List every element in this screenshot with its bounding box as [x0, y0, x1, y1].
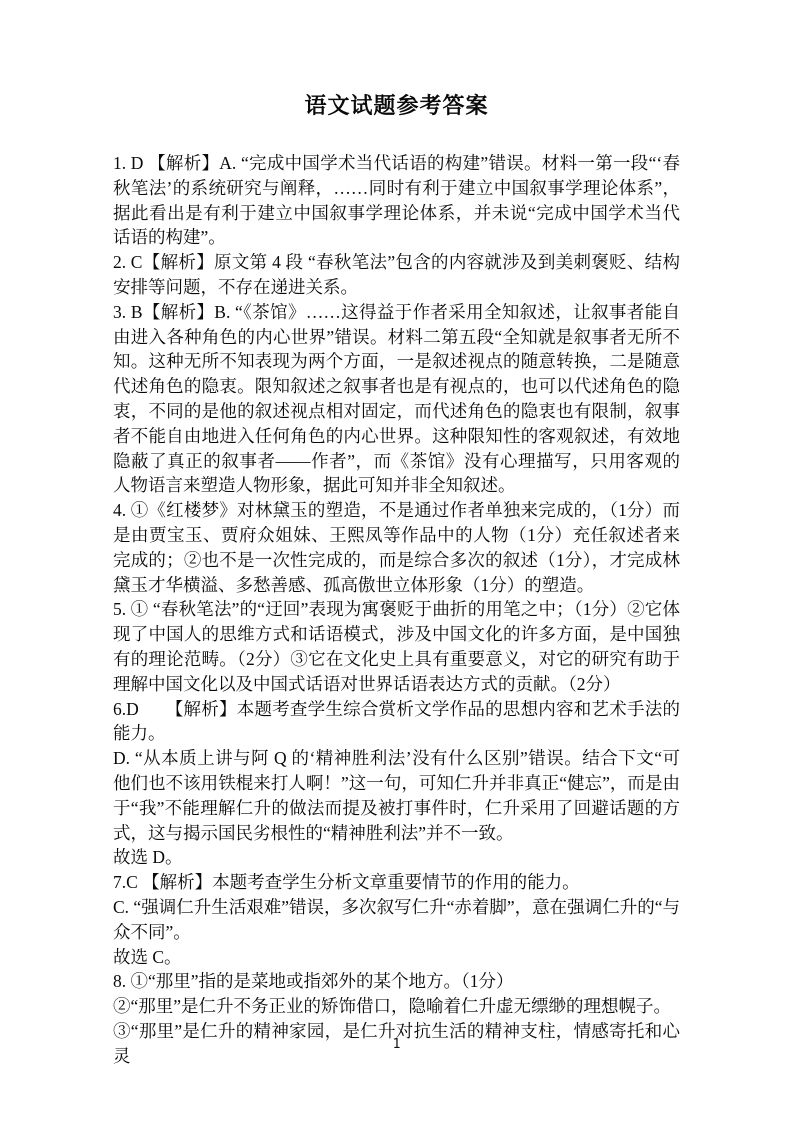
page-title: 语文试题参考答案: [304, 93, 489, 118]
answer-paragraph: 3. B【解析】B. “《茶馆》……这得益于作者采用全知叙述，让叙事者能自由进入各种角色的内心世界”错误。材料二第五段“全知就是叙事者无所不知。这种无所不知表现为两个方面，一是叙述视点的随意转换，二是随意代述角色的隐衷。限知叙述之叙事者也是有视点的，也可以代述角色的隐衷，不同的是他的叙述视点相对固定，而代述角色的隐衷也有限制，叙事者不能自由地进入任何角色的内心世界。这种限知性的客观叙述，有效地隐蔽了真正的叙事者——作者”，而《茶馆》没有心理描写，只用客观的人物语言来塑造人物形象，据此可知并非全知叙述。: [113, 301, 680, 496]
answer-paragraph: 8. ①“那里”指的是菜地或指郊外的某个地方。（1分）: [113, 971, 514, 992]
answer-paragraph: 6.D 【解析】本题考查学生综合赏析文学作品的思想内容和艺术手法的能力。: [113, 698, 680, 744]
answer-paragraph: ②“那里”是仁升不务正业的矫饰借口，隐喻着仁升虚无缥缈的理想幌子。: [113, 996, 672, 1017]
answer-paragraph: 4. ①《红楼梦》对林黛玉的塑造，不是通过作者单独来完成的，（1分）而是由贾宝玉、贾府众姐妹、王熙凤等作品中的人物（1分）充任叙述者来完成的；②也不是一次性完成的，而是综合多次的叙述（1分），才完成林黛玉才华横溢、多愁善感、孤高傲世立体形象（1分）的塑造。: [113, 500, 680, 595]
page-number: 1: [392, 1037, 401, 1052]
answer-paragraph: 5. ① “春秋笔法”的“迂回”表现为寓褒贬于曲折的用笔之中；（1分）②它体现了中国人的思维方式和话语模式，涉及中国文化的许多方面，是中国独有的理论范畴。（2分）③它在文化史上具有重要意义，对它的研究有助于理解中国文化以及中国式话语对世界话语表达方式的贡献。（2分）: [113, 599, 680, 694]
answer-paragraph: 故选 D。: [113, 847, 183, 868]
answer-paragraph: D. “从本质上讲与阿 Q 的‘精神胜利法’没有什么区别”错误。结合下文“可他们也不该用铁棍来打人啊！”这一句，可知仁升并非真正“健忘”，而是由于“我”不能理解仁升的做法而提及被打事件时，仁升采用了回避话题的方式，这与揭示国民劣根性的“精神胜利法”并不一致。: [113, 748, 680, 843]
answer-paragraph: 故选 C。: [113, 946, 182, 967]
page-content: [113, 91, 680, 1068]
answer-list: [113, 151, 680, 1068]
answer-paragraph: 7.C 【解析】本题考查学生分析文章重要情节的作用的能力。: [113, 872, 580, 893]
answer-paragraph: C. “强调仁升生活艰难”错误，多次叙写仁升“赤着脚”，意在强调仁升的“与众不同”。: [113, 896, 680, 942]
answer-paragraph: 1. D 【解析】A. “完成中国学术当代话语的构建”错误。材料一第一段“‘春秋笔法’的系统研究与阐释，……同时有利于建立中国叙事学理论体系”，据此看出是有利于建立中国叙事学理论体系，并未说“完成中国学术当代话语的构建”。: [113, 153, 680, 248]
answer-paragraph: 2. C【解析】原文第 4 段 “春秋笔法”包含的内容就涉及到美刺褒贬、结构安排等问题，不存在递进关系。: [113, 252, 680, 297]
answer-paragraph: ③“那里”是仁升的精神家园，是仁升对抗生活的精神支柱，情感寄托和心灵: [113, 1020, 680, 1066]
